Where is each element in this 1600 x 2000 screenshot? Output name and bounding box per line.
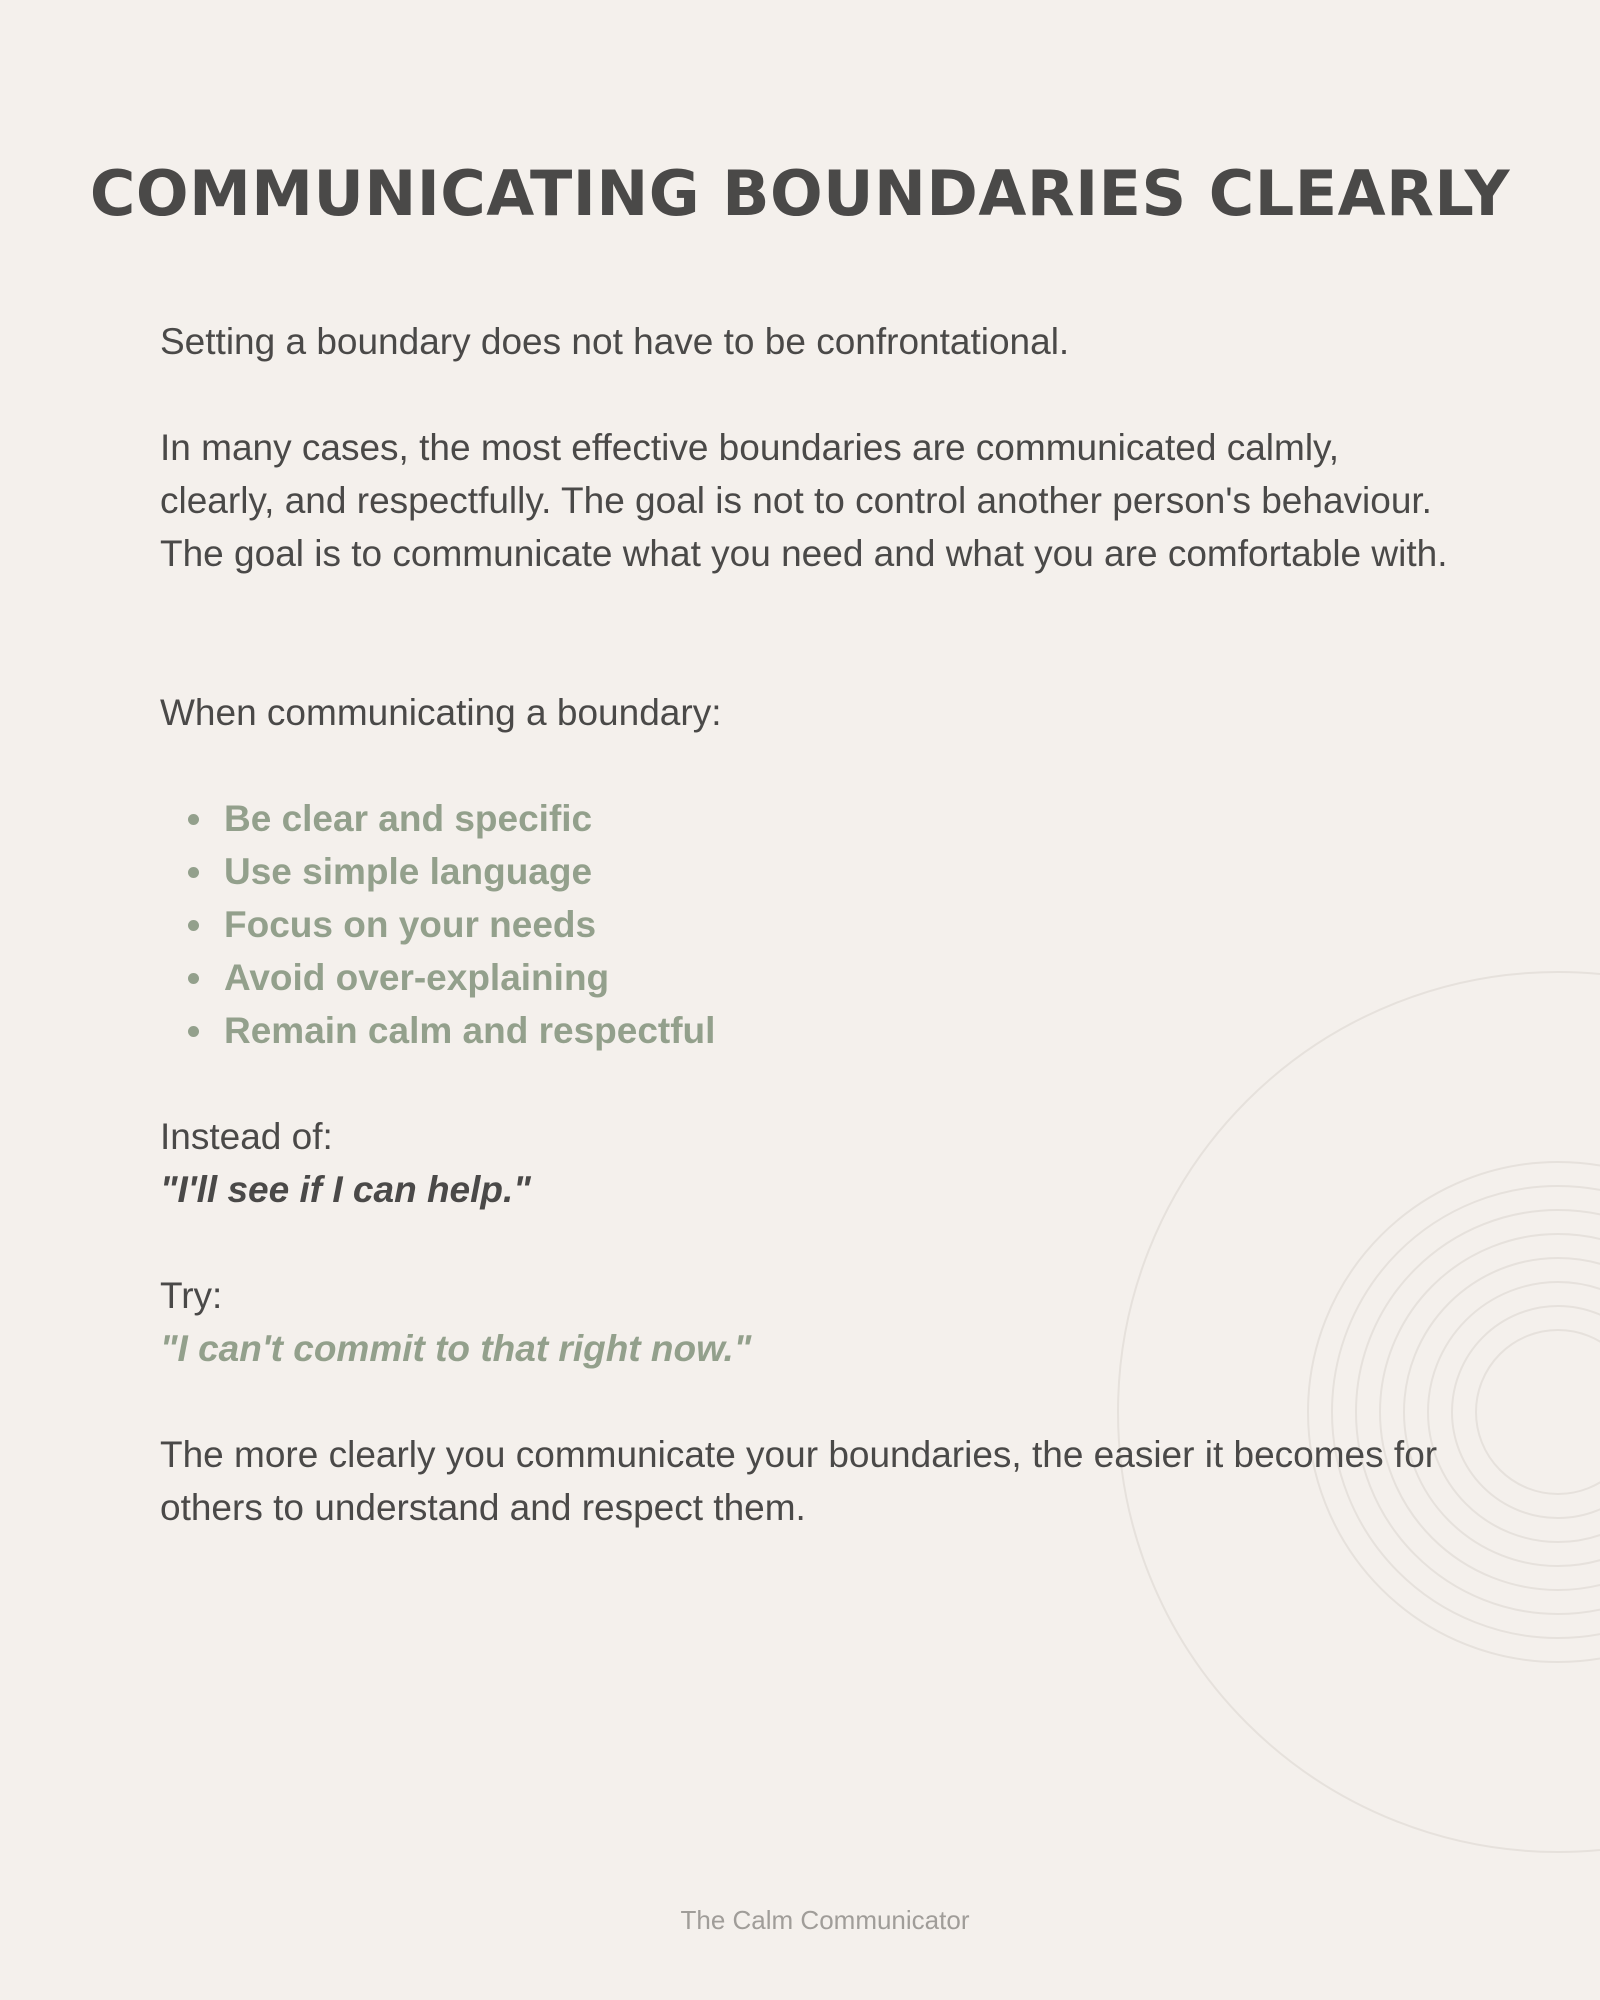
list-item: Focus on your needs [224, 898, 1460, 951]
list-item: Be clear and specific [224, 792, 1460, 845]
decor-ring [1476, 1330, 1600, 1494]
instead-quote: "I'll see if I can help." [160, 1169, 531, 1210]
decor-ring [1452, 1306, 1600, 1518]
try-label: Try: [160, 1275, 223, 1316]
list-item: Avoid over-explaining [224, 951, 1460, 1004]
try-quote: "I can't commit to that right now." [160, 1328, 752, 1369]
footer-brand: The Calm Communicator [680, 1905, 970, 1935]
body-paragraph: In many cases, the most effective boundaries are communicated calmly, clearly, and respectfully. The goal is not to control another person's behaviour. The goal is to communicate what you need and what you are comfortable with. [160, 427, 1448, 574]
intro-paragraph: Setting a boundary does not have to be confrontational. [160, 321, 1070, 362]
closing-paragraph: The more clearly you communicate your boundaries, the easier it becomes for others to understand and respect them. [160, 1434, 1438, 1528]
list-item: Use simple language [224, 845, 1460, 898]
list-intro: When communicating a boundary: [160, 692, 722, 733]
page-title: COMMUNICATING BOUNDARIES CLEARLY [89, 157, 1511, 230]
instead-label: Instead of: [160, 1116, 333, 1157]
tips-list [160, 792, 1460, 1057]
content [160, 315, 1460, 1534]
list-item: Remain calm and respectful [224, 1004, 1460, 1057]
